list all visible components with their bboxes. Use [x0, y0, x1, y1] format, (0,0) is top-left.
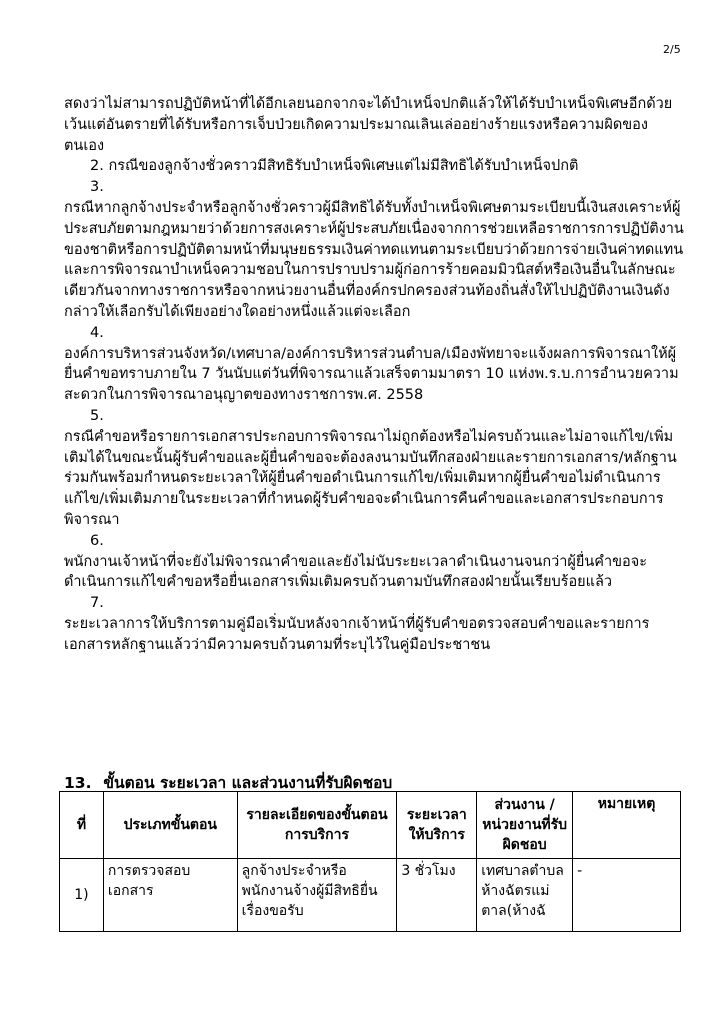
cell-step-type: การตรวจสอบเอกสาร	[103, 859, 237, 932]
section-title: ขั้นตอน ระยะเวลา และส่วนงานที่รับผิดชอบ	[103, 774, 393, 792]
cell-remarks: -	[573, 859, 681, 932]
item-4-number: 4.	[90, 324, 104, 341]
body-text	[64, 94, 684, 656]
item-5-number: 5.	[90, 407, 104, 424]
header-step-type: ประเภทขั้นตอน	[103, 792, 237, 859]
table-row	[60, 859, 681, 932]
intro-paragraph: สดงว่าไม่สามารถปฏิบัติหน้าที่ได้อีกเลยนอกจากจะได้บำเหน็จปกติแล้วให้ได้รับบำเหน็จพิเศษอีกด้วยเว้นแต่อันตรายที่ได้รับหรือการเจ็บป่วยเกิดความประมาณเลินเล่ออย่างร้ายแรงหรือความผิดของตนเอง	[64, 96, 673, 154]
item-4-text: องค์การบริหารส่วนจังหวัด/เทศบาล/องค์การบริหารส่วนตำบล/เมืองพัทยาจะแจ้งผลการพิจารณาให้ผู้ยื่นคำขอทราบภายใน 7 วันนับแต่วันที่พิจารณาแล้วเสร็จตามมาตรา 10 แห่งพ.ร.บ.การอำนวยความสะดวกในการพิจารณาอนุญาตของทางราชการพ.ศ. 2558	[64, 345, 679, 404]
item-7-text: ระยะเวลาการให้บริการตามคู่มือเริ่มนับหลังจากเจ้าหน้าที่ผู้รับคำขอตรวจสอบคำขอและรายการเอกสารหลักฐานแล้วว่ามีความครบถ้วนตามที่ระบุไว้ในคู่มือประชาชน	[64, 615, 650, 653]
item-3-text: กรณีหากลูกจ้างประจำหรือลูกจ้างชั่วคราวผู้มีสิทธิได้รับทั้งบำเหน็จพิเศษตามระเบียบนี้เงินสงเคราะห์ผู้ประสบภัยตามกฎหมายว่าด้วยการสงเคราะห์ผู้ประสบภัยเนื่องจากการช่วยเหลือราชการการปฏิบัติงานของชาติหรือการปฏิบัติตามหน้าที่มนุษยธรรมเงินค่าทดแทนตามระเบียบว่าด้วยการจ่ายเงินค่าทดแทนและการพิจารณาบำเหน็จความชอบในการปราบปรามผู้ก่อการร้ายคอมมิวนิสต์หรือเงินอื่นในลักษณะเดียวกันจากทางราชการหรือจากหน่วยงานอื่นที่องค์กรปกครองส่วนท้องถิ่นสั่งให้ไปปฏิบัติงานเงินดังกล่าวให้เลือกรับได้เพียงอย่างใดอย่างหนึ่งแล้วแต่จะเลือก	[64, 199, 684, 320]
header-details: รายละเอียดของขั้นตอนการบริการ	[237, 792, 397, 859]
header-remarks: หมายเหตุ	[573, 792, 681, 859]
page-number: 2/5	[663, 43, 681, 56]
table-header-row	[60, 792, 681, 859]
item-6-text: พนักงานเจ้าหน้าที่จะยังไม่พิจารณาคำขอและยังไม่นับระยะเวลาดำเนินงานจนกว่าผู้ยื่นคำขอจะดำเนินการแก้ไขคำขอหรือยื่นเอกสารเพิ่มเติมครบถ้วนตามบันทึกสองฝ่ายนั้นเรียบร้อยแล้ว	[64, 553, 648, 591]
item-3-number: 3.	[90, 179, 104, 196]
header-department: ส่วนงาน / หน่วยงานที่รับผิดชอบ	[477, 792, 573, 859]
cell-department: เทศบาลตำบลห้างฉัตรแม่ตาล(ห้างฉั	[477, 859, 573, 932]
item-7-number: 7.	[90, 595, 104, 612]
steps-table	[59, 791, 681, 932]
header-no: ที่	[60, 792, 104, 859]
header-duration: ระยะเวลาให้บริการ	[397, 792, 477, 859]
item-6-number: 6.	[90, 532, 104, 549]
cell-duration: 3 ชั่วโมง	[397, 859, 477, 932]
cell-details: ลูกจ้างประจำหรือพนักงานจ้างผู้มีสิทธิยื่นเรื่องขอรับ	[237, 859, 397, 932]
cell-no: 1)	[60, 859, 104, 932]
item-5-text: กรณีคำขอหรือรายการเอกสารประกอบการพิจารณาไม่ถูกต้องหรือไม่ครบถ้วนและไม่อาจแก้ไข/เพิ่มเติมได้ในขณะนั้นผู้รับคำขอและผู้ยื่นคำขอจะต้องลงนามบันทึกสองฝ่ายและรายการเอกสาร/หลักฐานร่วมกันพร้อมกำหนดระยะเวลาให้ผู้ยื่นคำขอดำเนินการแก้ไข/เพิ่มเติมหากผู้ยื่นคำขอไม่ดำเนินการแก้ไข/เพิ่มเติมภายในระยะเวลาที่กำหนดผู้รับคำขอจะดำเนินการคืนคำขอและเอกสารประกอบการพิจารณา	[64, 428, 677, 528]
item-2: 2. กรณีของลูกจ้างชั่วคราวมีสิทธิรับบำเหน็จพิเศษแต่ไม่มีสิทธิได้รับบำเหน็จปกติ	[90, 158, 579, 175]
section-number: 13.	[64, 774, 92, 792]
